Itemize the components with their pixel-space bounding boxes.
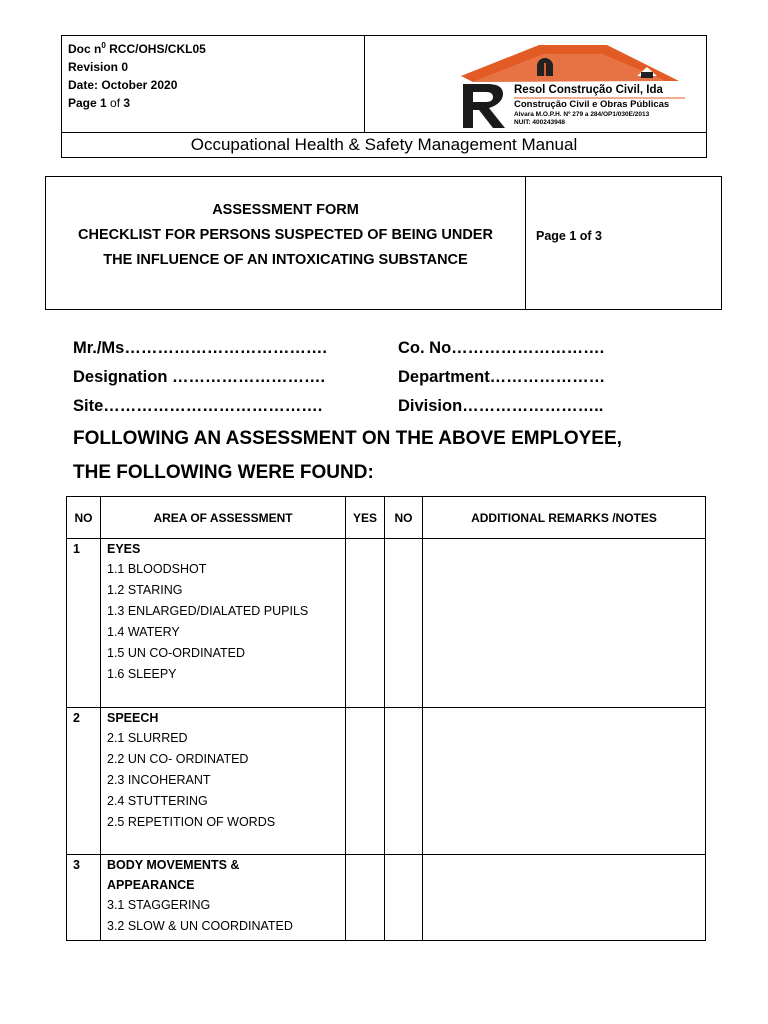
list-item: 2.1 SLURRED: [107, 731, 188, 745]
statement-line-2: THE FOLLOWING WERE FOUND:: [73, 462, 374, 483]
section-title: EYES: [107, 542, 141, 556]
yes-cell[interactable]: [346, 539, 385, 708]
assessment-checklist-table: [66, 496, 706, 941]
row-number: 3: [67, 855, 101, 941]
page-indicator: Page 1 of 3: [68, 96, 131, 110]
list-item: 2.2 UN CO- ORDINATED: [107, 752, 249, 766]
list-item: 1.5 UN CO-ORDINATED: [107, 646, 245, 660]
document-meta: [62, 36, 365, 133]
manual-title: Occupational Health & Safety Management Manual: [190, 135, 578, 154]
name-field[interactable]: Mr./Ms……………………………….: [73, 339, 327, 357]
doc-number: Doc $n^0$ RCC/OHS/CKL05: [68, 41, 206, 56]
department-field[interactable]: Department…………………: [398, 368, 606, 386]
section-title-continued: APPEARANCE: [107, 878, 195, 892]
no-cell[interactable]: [385, 855, 423, 941]
revision: Revision 0: [68, 60, 129, 74]
document-header: [61, 35, 707, 158]
list-item: 1.4 WATERY: [107, 625, 180, 639]
yes-cell[interactable]: [346, 708, 385, 855]
area-cell: [101, 539, 346, 708]
table-header-row: [67, 497, 706, 539]
col-header-no-answer: NO: [385, 497, 423, 539]
remarks-cell[interactable]: [423, 539, 706, 708]
list-item: 3.1 STAGGERING: [107, 898, 211, 912]
logo-license: Alvara M.O.P.H. Nº 279 a 284/OP1/030E/2013: [514, 111, 650, 118]
no-cell[interactable]: [385, 708, 423, 855]
col-header-yes: YES: [346, 497, 385, 539]
remarks-cell[interactable]: [423, 855, 706, 941]
company-logo: [449, 36, 707, 133]
list-item: 2.5 REPETITION OF WORDS: [107, 815, 276, 829]
list-item: 1.2 STARING: [107, 583, 183, 597]
no-cell[interactable]: [385, 539, 423, 708]
col-header-remarks: ADDITIONAL REMARKS /NOTES: [423, 497, 706, 539]
logo-nuit: NUIT: 400243948: [514, 119, 565, 126]
form-page-indicator: Page 1 of 3: [536, 229, 602, 243]
list-item: 1.3 ENLARGED/DIALATED PUPILS: [107, 604, 309, 618]
list-item: 1.6 SLEEPY: [107, 667, 177, 681]
logo-tagline: Construção Civil e Obras Públicas: [514, 99, 670, 110]
statement-line-1: FOLLOWING AN ASSESSMENT ON THE ABOVE EMPLOYEE,: [73, 428, 622, 449]
table-row: [67, 708, 706, 855]
area-cell: [101, 708, 346, 855]
table-row: [67, 539, 706, 708]
area-cell: [101, 855, 346, 941]
co-no-field[interactable]: Co. No……………………….: [398, 339, 605, 357]
list-item: 2.3 INCOHERANT: [107, 773, 211, 787]
date: Date: October 2020: [68, 78, 178, 92]
division-field[interactable]: Division……………………..: [398, 397, 604, 415]
section-title: SPEECH: [107, 711, 159, 725]
header-spacer-cell: [365, 36, 449, 133]
form-title: ASSESSMENT FORM CHECKLIST FOR PERSONS SUSPECTED OF BEING UNDER THE INFLUENCE OF AN INTOXICATING SUBSTANCE: [46, 177, 526, 309]
remarks-cell[interactable]: [423, 708, 706, 855]
site-field[interactable]: Site………………………………….: [73, 397, 323, 415]
list-item: 3.2 SLOW & UN COORDINATED: [107, 919, 293, 933]
list-item: 1.1 BLOODSHOT: [107, 562, 207, 576]
designation-field[interactable]: Designation ……………………….: [73, 368, 326, 386]
section-title: BODY MOVEMENTS &: [107, 858, 240, 872]
logo-company-name: Resol Construção Civil, Ida: [514, 84, 663, 96]
row-number: 1: [67, 539, 101, 708]
yes-cell[interactable]: [346, 855, 385, 941]
col-header-area: AREA OF ASSESSMENT: [101, 497, 346, 539]
table-row: [67, 855, 706, 941]
col-header-no: NO: [67, 497, 101, 539]
row-number: 2: [67, 708, 101, 855]
list-item: 2.4 STUTTERING: [107, 794, 208, 808]
assessment-form-title-box: [45, 176, 722, 310]
